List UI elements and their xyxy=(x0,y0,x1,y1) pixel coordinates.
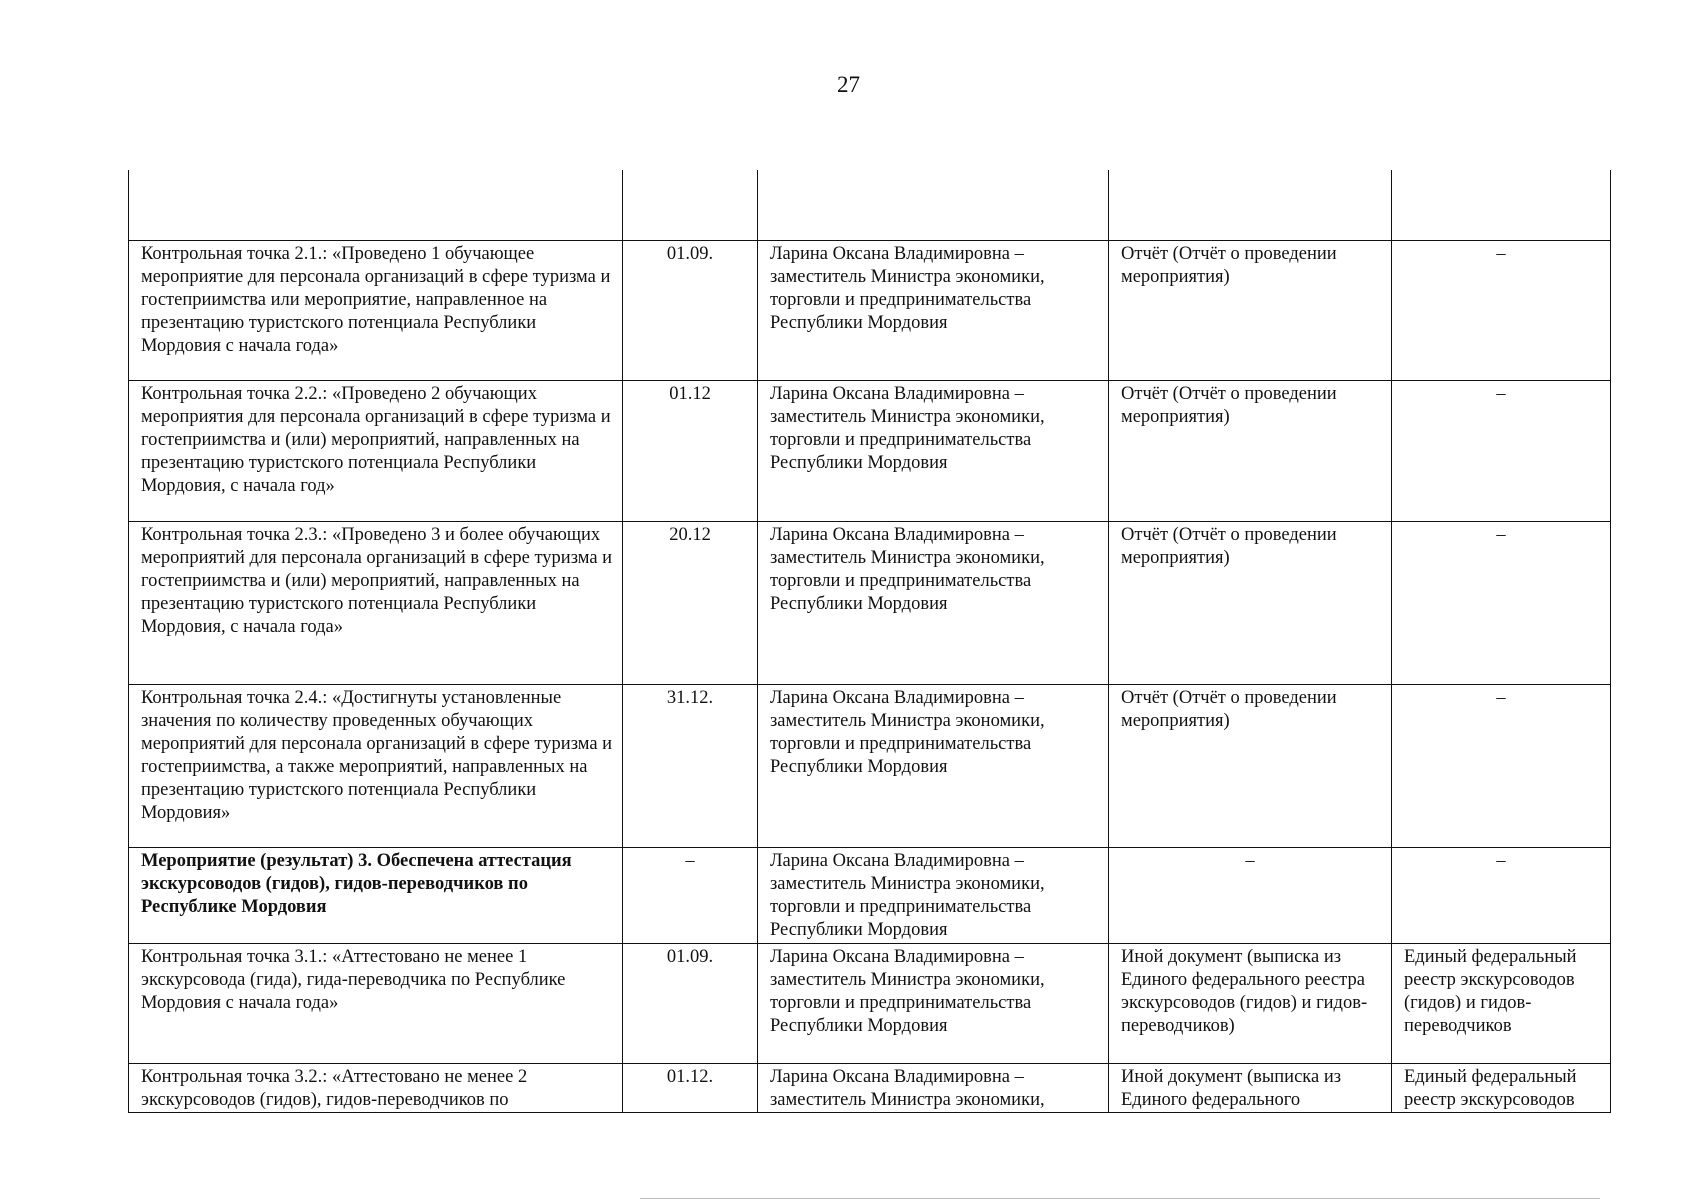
date-cell: 31.12. xyxy=(623,684,758,847)
date-cell: 01.09. xyxy=(623,943,758,1063)
system-cell xyxy=(1392,170,1611,240)
table-row xyxy=(129,380,1611,521)
table-row xyxy=(129,521,1611,684)
scan-artifact-line xyxy=(640,1198,1600,1199)
responsible-cell xyxy=(758,170,1109,240)
document-cell xyxy=(1109,170,1392,240)
system-cell: Единый федеральный реестр экскурсоводов (гидов) и гидов-переводчиков xyxy=(1392,943,1611,1063)
date-cell xyxy=(623,170,758,240)
responsible-cell: Ларина Оксана Владимировна – заместитель Министра экономики, торговли и предпринимательства Республики Мордовия xyxy=(758,521,1109,684)
system-cell: – xyxy=(1392,380,1611,521)
system-cell: – xyxy=(1392,521,1611,684)
document-cell: Иной документ (выписка из Единого федерального xyxy=(1109,1063,1392,1112)
responsible-cell: Ларина Оксана Владимировна – заместитель Министра экономики, торговли и предпринимательства Республики Мордовия xyxy=(758,240,1109,380)
document-cell: Отчёт (Отчёт о проведении мероприятия) xyxy=(1109,380,1392,521)
responsible-cell: Ларина Оксана Владимировна – заместитель Министра экономики, xyxy=(758,1063,1109,1112)
responsible-cell: Ларина Оксана Владимировна – заместитель Министра экономики, торговли и предпринимательства Республики Мордовия xyxy=(758,943,1109,1063)
document-cell: Отчёт (Отчёт о проведении мероприятия) xyxy=(1109,684,1392,847)
date-cell: 01.12 xyxy=(623,380,758,521)
page-number: 27 xyxy=(837,72,860,97)
date-cell: 20.12 xyxy=(623,521,758,684)
system-cell: – xyxy=(1392,240,1611,380)
point-cell: Контрольная точка 2.1.: «Проведено 1 обучающее мероприятие для персонала организаций в сфере туризма и гостеприимства или мероприятие, направленное на презентацию туристского потенциала Республики Мордовия с начала года» xyxy=(129,240,623,380)
table-row xyxy=(129,943,1611,1063)
event-title-cell: Мероприятие (результат) 3. Обеспечена аттестация экскурсоводов (гидов), гидов-переводчиков по Республике Мордовия xyxy=(129,847,623,943)
control-points-table xyxy=(128,170,1611,1113)
system-cell: – xyxy=(1392,847,1611,943)
point-cell: Контрольная точка 2.3.: «Проведено 3 и более обучающих мероприятий для персонала организаций в сфере туризма и гостеприимства и (или) мероприятий, направленных на презентацию туристского потенциала Республики Мордовия, с начала года» xyxy=(129,521,623,684)
point-cell: Контрольная точка 3.1.: «Аттестовано не менее 1 экскурсовода (гида), гида-переводчика по Республике Мордовия с начала года» xyxy=(129,943,623,1063)
system-cell: Единый федеральный реестр экскурсоводов xyxy=(1392,1063,1611,1112)
document-cell: Отчёт (Отчёт о проведении мероприятия) xyxy=(1109,521,1392,684)
table-row xyxy=(129,170,1611,240)
responsible-cell: Ларина Оксана Владимировна – заместитель Министра экономики, торговли и предпринимательства Республики Мордовия xyxy=(758,847,1109,943)
responsible-cell: Ларина Оксана Владимировна – заместитель Министра экономики, торговли и предпринимательства Республики Мордовия xyxy=(758,684,1109,847)
document-cell: – xyxy=(1109,847,1392,943)
document-cell: Иной документ (выписка из Единого федерального реестра экскурсоводов (гидов) и гидов-переводчиков) xyxy=(1109,943,1392,1063)
table-row xyxy=(129,1063,1611,1112)
responsible-cell: Ларина Оксана Владимировна – заместитель Министра экономики, торговли и предпринимательства Республики Мордовия xyxy=(758,380,1109,521)
point-cell: Контрольная точка 2.2.: «Проведено 2 обучающих мероприятия для персонала организаций в сфере туризма и гостеприимства и (или) мероприятий, направленных на презентацию туристского потенциала Республики Мордовия, с начала год» xyxy=(129,380,623,521)
date-cell: 01.09. xyxy=(623,240,758,380)
system-cell: – xyxy=(1392,684,1611,847)
date-cell: 01.12. xyxy=(623,1063,758,1112)
table-row xyxy=(129,847,1611,943)
point-cell: Контрольная точка 3.2.: «Аттестовано не менее 2 экскурсоводов (гидов), гидов-переводчиков по xyxy=(129,1063,623,1112)
date-cell: – xyxy=(623,847,758,943)
point-cell xyxy=(129,170,623,240)
table-row xyxy=(129,684,1611,847)
document-cell: Отчёт (Отчёт о проведении мероприятия) xyxy=(1109,240,1392,380)
table-row xyxy=(129,240,1611,380)
point-cell: Контрольная точка 2.4.: «Достигнуты установленные значения по количеству проведенных обучающих мероприятий для персонала организаций в сфере туризма и гостеприимства, а также мероприятий, направленных на презентацию туристского потенциала Республики Мордовия» xyxy=(129,684,623,847)
